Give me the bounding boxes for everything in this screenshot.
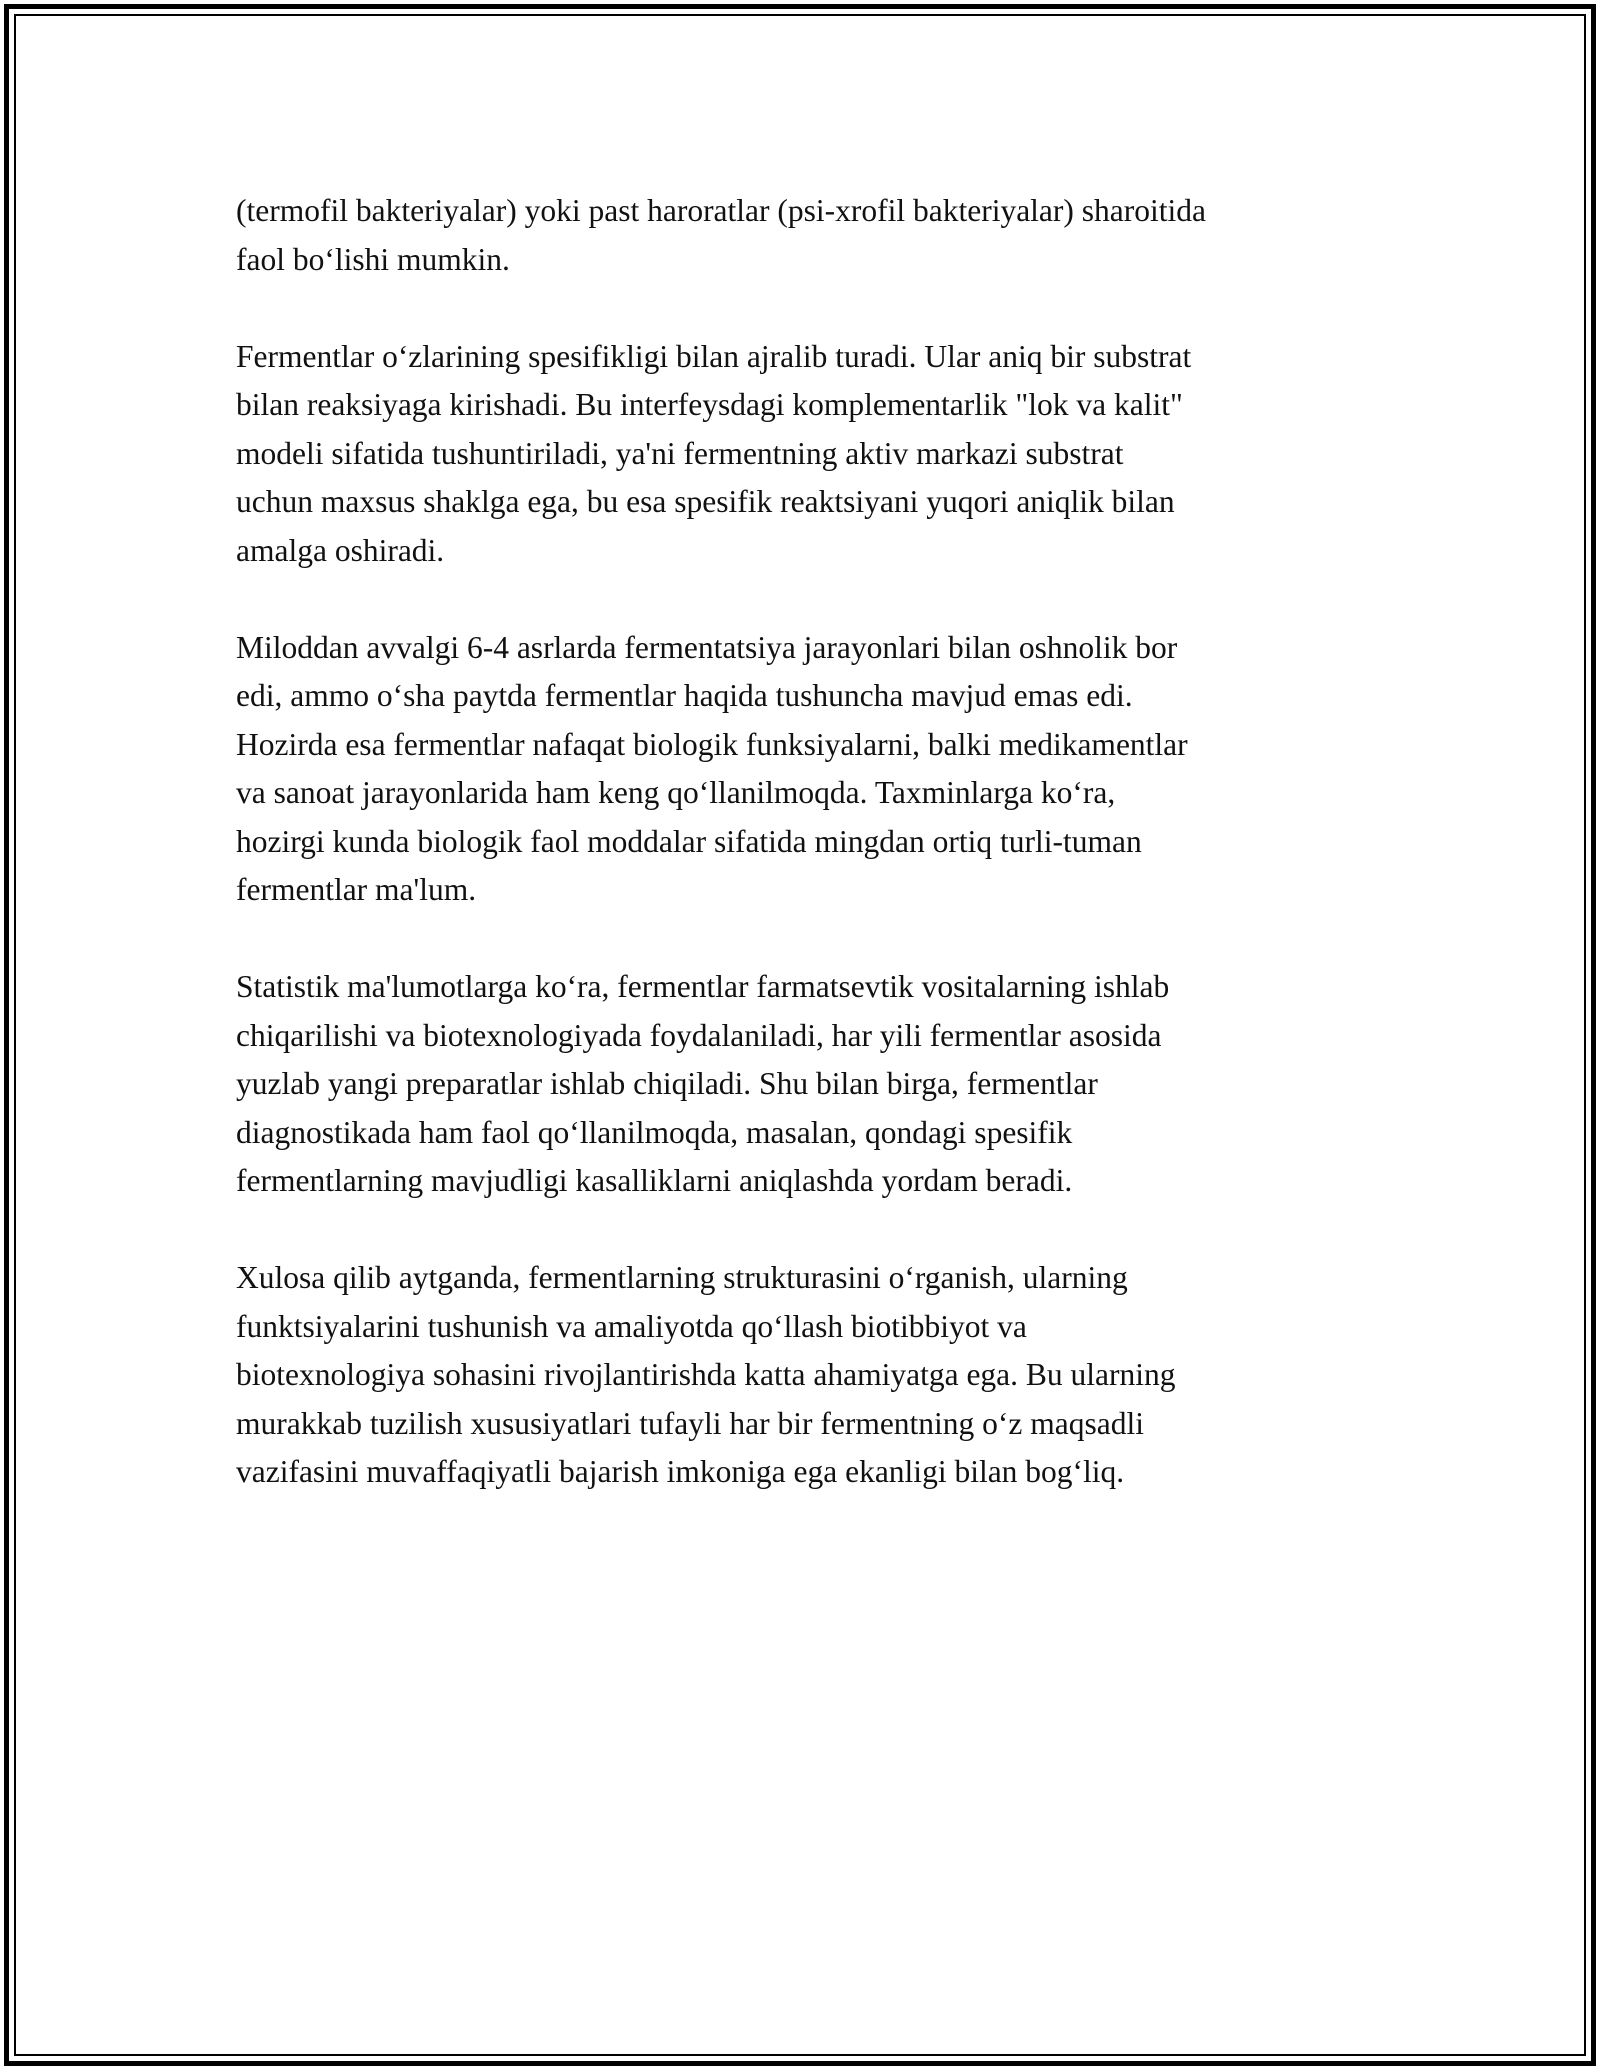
document-body [236, 187, 1376, 1545]
text-line: modeli sifatida tushuntiriladi, ya'ni fermentning aktiv markazi substrat [236, 435, 1124, 471]
text-line: Fermentlar o‘zlarining spesifikligi bilan ajralib turadi. Ular aniq bir substrat [236, 338, 1192, 374]
text-line: Statistik ma'lumotlarga ko‘ra, fermentlar farmatsevtik vositalarning ishlab [236, 969, 1170, 1004]
text-line: yuzlab yangi preparatlar ishlab chiqiladi. Shu bilan birga, fermentlar [236, 1066, 1098, 1101]
text-line: hozirgi kunda biologik faol moddalar sifatida mingdan ortiq turli-tuman [236, 823, 1142, 859]
text-line: vazifasini muvaffaqiyatli bajarish imkoniga ega ekanligi bilan bog‘liq. [236, 1454, 1125, 1489]
text-line: va sanoat jarayonlarida ham keng qo‘llanilmoqda. Taxminlarga ko‘ra, [236, 775, 1116, 810]
text-line: (termofil bakteriyalar) yoki past haroratlar (psi-xrofil bakteriyalar) sharoitida [236, 193, 1206, 228]
text-line: uchun maxsus shaklga ega, bu esa spesifik reaktsiyani yuqori aniqlik bilan [236, 484, 1175, 519]
text-line: fermentlar ma'lum. [236, 872, 477, 907]
text-line: Miloddan avvalgi 6-4 asrlarda fermentatsiya jarayonlari bilan oshnolik bor [236, 629, 1178, 665]
text-line: diagnostikada ham faol qo‘llanilmoqda, masalan, qondagi spesifik [236, 1114, 1073, 1150]
text-line: Hozirda esa fermentlar nafaqat biologik funksiyalarni, balki medikamentlar [236, 726, 1188, 762]
text-line: biotexnologiya sohasini rivojlantirishda katta ahamiyatga ega. Bu ularning [236, 1357, 1176, 1392]
text-line: Xulosa qilib aytganda, fermentlarning strukturasini o‘rganish, ularning [236, 1260, 1128, 1295]
paragraph-2 [236, 333, 1376, 576]
text-line: faol bo‘lishi mumkin. [236, 241, 510, 277]
text-line: bilan reaksiyaga kirishadi. Bu interfeysdagi komplementarlik "lok va kalit" [236, 387, 1183, 422]
text-line: murakkab tuzilish xususiyatlari tufayli har bir fermentning o‘z maqsadli [236, 1405, 1145, 1441]
text-line: edi, ammo o‘sha paytda fermentlar haqida tushuncha mavjud emas edi. [236, 678, 1133, 713]
text-line: funktsiyalarini tushunish va amaliyotda qo‘llash biotibbiyot va [236, 1308, 1027, 1344]
paragraph-4 [236, 963, 1376, 1206]
text-line: amalga oshiradi. [236, 532, 445, 568]
paragraph-1 [236, 187, 1376, 284]
text-line: fermentlarning mavjudligi kasalliklarni aniqlashda yordam beradi. [236, 1163, 1073, 1198]
text-line: chiqarilishi va biotexnologiyada foydalaniladi, har yili fermentlar asosida [236, 1017, 1162, 1053]
paragraph-5 [236, 1254, 1376, 1497]
paragraph-3 [236, 624, 1376, 915]
